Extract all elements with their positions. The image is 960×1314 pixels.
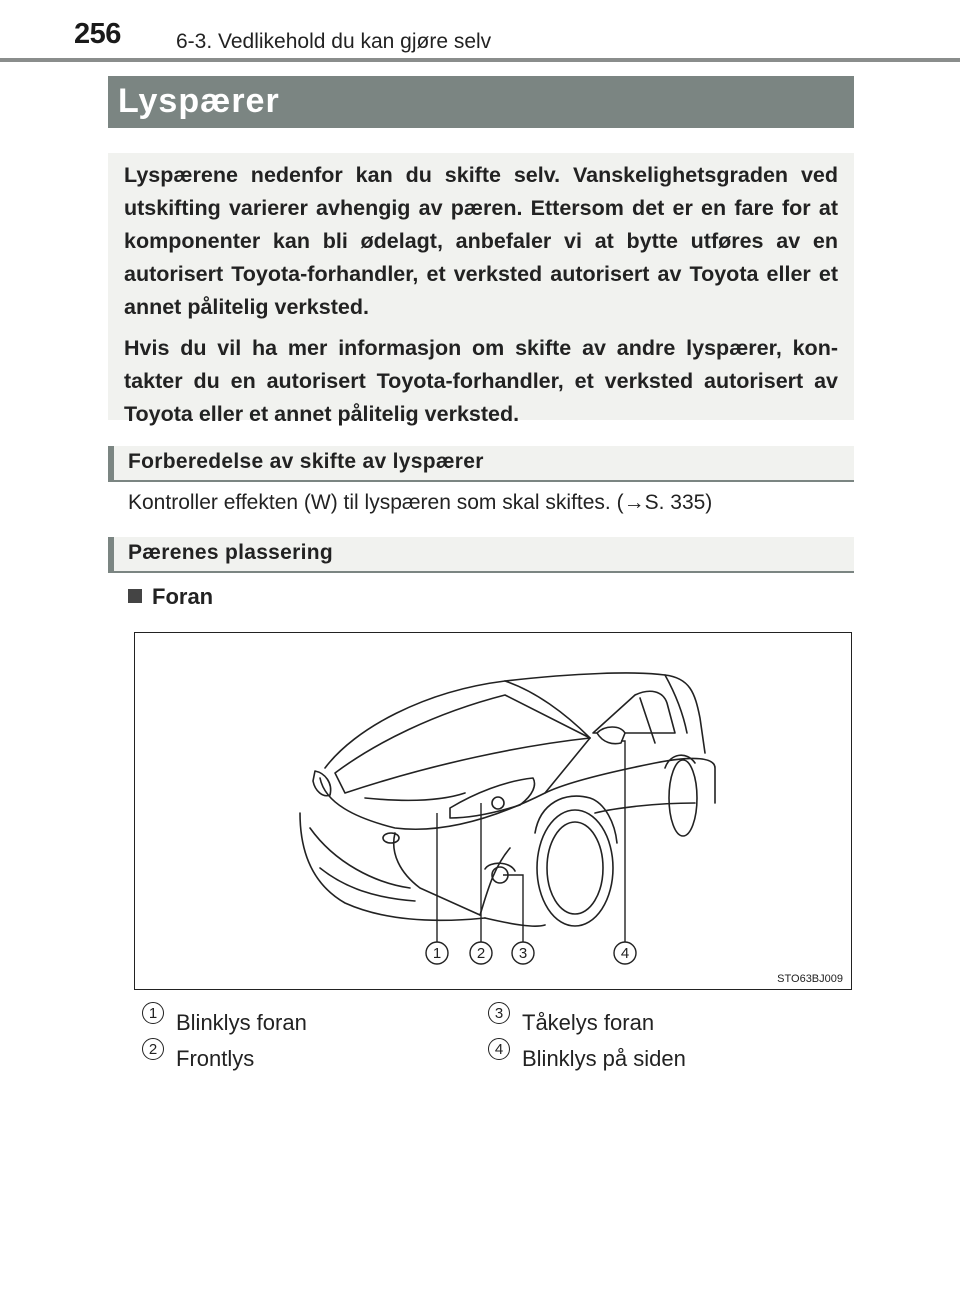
header-divider (0, 58, 960, 62)
section-heading-location (108, 537, 854, 573)
legend-item-3 (488, 1004, 655, 1036)
square-bullet-icon (128, 589, 142, 603)
figure-code: STO63BJ009 (777, 973, 843, 985)
subsection-front (128, 584, 213, 610)
car-front-figure (134, 632, 852, 990)
intro-paragraph-2: Hvis du vil ha mer informasjon om skifte av andre lyspærer, kon-takter du en autorisert Toyota-forhandler, et verksted autorisert av Toyota eller et annet pålitelig verksted. (124, 336, 838, 426)
section-title: 6-3. Vedlikehold du kan gjøre selv (176, 30, 492, 53)
car-illustration (135, 633, 852, 990)
section-heading-preparation (108, 446, 854, 482)
section-heading-text: Forberedelse av skifte av lyspærer (128, 450, 484, 473)
legend-item-4 (488, 1040, 686, 1072)
legend-number: 3 (488, 1002, 510, 1024)
page-title-bar (108, 76, 854, 128)
intro-box (108, 153, 854, 426)
callout-4-label: 4 (620, 945, 630, 962)
intro-paragraph-1: Lyspærene nedenfor kan du skifte selv. Vanskelighetsgraden ved utskifting varierer avhengig av pæren. Ettersom det er en fare for at komponenter kan bli ødelagt, anbefaler vi at bytte utføres av en autorisert Toyota-forhandler, et verksted autorisert av Toyota eller et annet pålitelig verksted. (124, 163, 838, 319)
legend-label: Frontlys (176, 1046, 255, 1071)
page-number: 256 (74, 18, 121, 50)
page-title: Lyspærer (118, 82, 280, 120)
callout-3-label: 3 (518, 945, 528, 962)
legend-number: 1 (142, 1002, 164, 1024)
legend-label: Tåkelys foran (522, 1010, 655, 1035)
callout-2-label: 2 (476, 945, 486, 962)
legend-item-2 (142, 1040, 255, 1072)
legend-number: 2 (142, 1038, 164, 1060)
legend-item-1 (142, 1004, 307, 1036)
legend-label: Blinklys foran (176, 1010, 307, 1035)
callout-1-label: 1 (432, 945, 442, 962)
legend-number: 4 (488, 1038, 510, 1060)
preparation-text: Kontroller effekten (W) til lyspæren som skal skiftes. (→S. 335) (128, 491, 713, 514)
subsection-front-label: Foran (152, 584, 214, 609)
legend-label: Blinklys på siden (522, 1046, 686, 1071)
section-heading-text: Pærenes plassering (128, 541, 333, 564)
